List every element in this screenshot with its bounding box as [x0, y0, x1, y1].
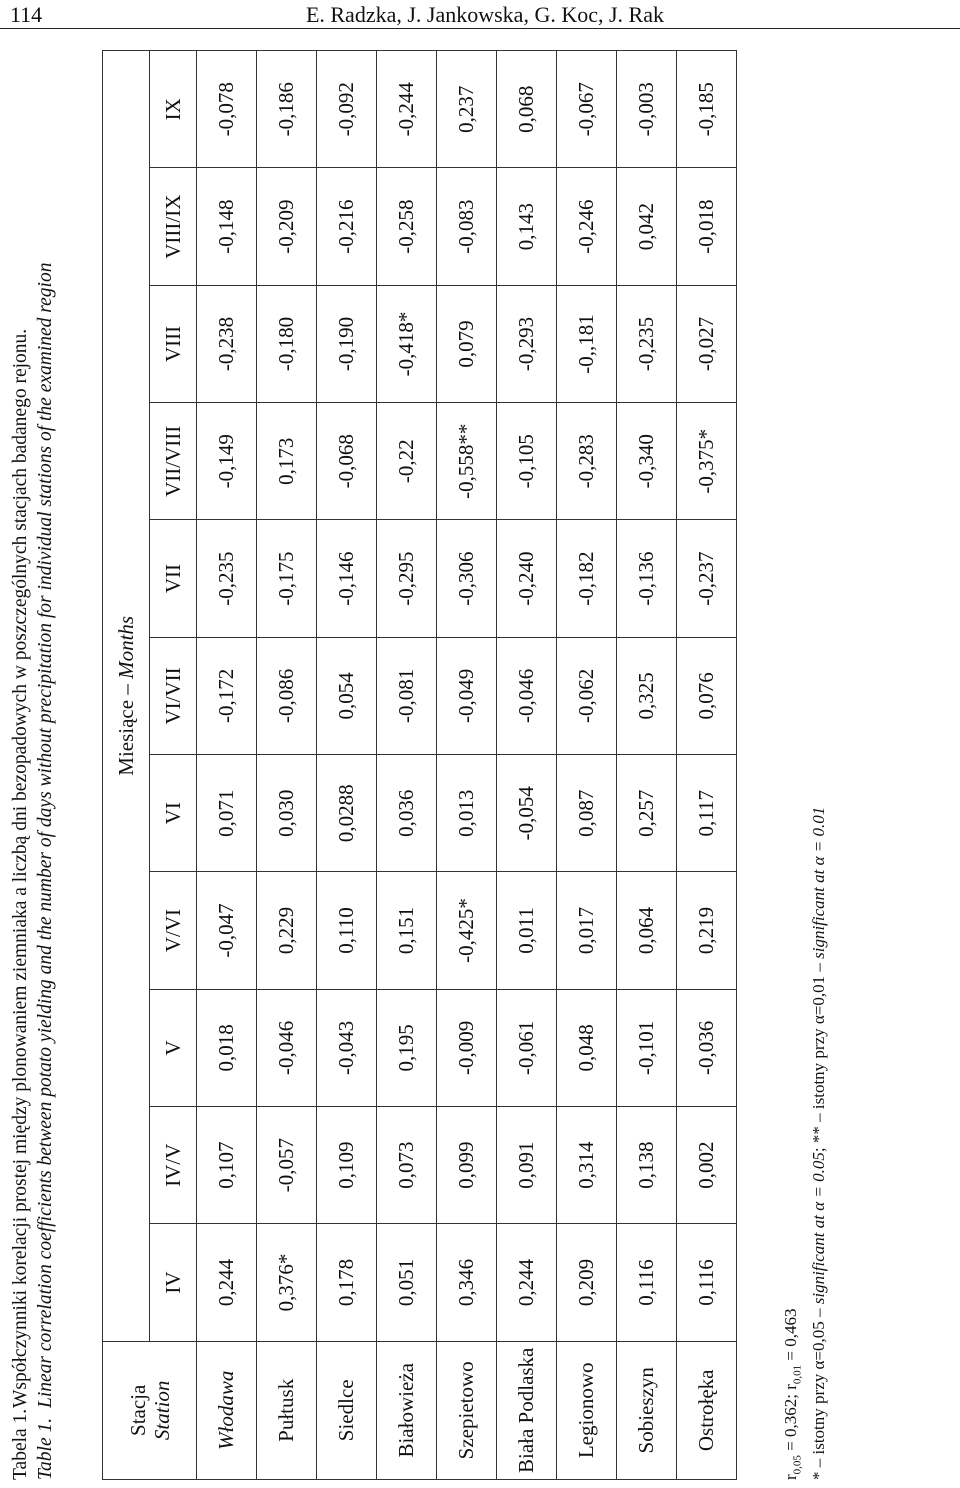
value-cell: -0,425*: [437, 872, 497, 989]
value-cell: 0,116: [677, 1224, 737, 1341]
value-cell: -0,235: [617, 285, 677, 402]
value-cell: -0,043: [317, 989, 377, 1106]
value-cell: -0,105: [497, 403, 557, 520]
months-header-pl: Miesiące –: [113, 678, 138, 776]
value-cell: -0,046: [497, 637, 557, 754]
value-cell: 0,079: [437, 285, 497, 402]
station-name-cell: Pułtusk: [257, 1341, 317, 1479]
value-cell: 0,042: [617, 168, 677, 285]
value-cell: -0,068: [317, 403, 377, 520]
table-row: [677, 51, 737, 1480]
value-cell: -0,027: [677, 285, 737, 402]
page-header: [0, 0, 960, 30]
value-cell: -0,136: [617, 520, 677, 637]
station-name-cell: Szepietowo: [437, 1341, 497, 1479]
value-cell: -0,092: [317, 51, 377, 169]
value-cell: -0,009: [437, 989, 497, 1106]
value-cell: 0,073: [377, 1107, 437, 1224]
caption-polish: [8, 60, 33, 1480]
value-cell: 0,0288: [317, 755, 377, 872]
value-cell: 0,117: [677, 755, 737, 872]
value-cell: -0,558**: [437, 403, 497, 520]
value-cell: 0,244: [197, 1224, 257, 1341]
caption-pl-text: Współczynniki korelacji prostej między plonowaniem ziemniaka a liczbą dni bezopadowych w poszczególnych stacjach badanego rejonu.: [10, 328, 31, 1408]
table-row: [197, 51, 257, 1480]
value-cell: 0,151: [377, 872, 437, 989]
value-cell: -0,078: [197, 51, 257, 169]
value-cell: -0,418*: [377, 285, 437, 402]
header-rule: [0, 28, 960, 29]
value-cell: 0,068: [497, 51, 557, 169]
station-name-cell: Biała Podlaska: [497, 1341, 557, 1479]
month-header-cell: IX: [150, 51, 197, 169]
value-cell: -0,047: [197, 872, 257, 989]
months-header-en: Months: [113, 615, 138, 679]
value-cell: 0,314: [557, 1107, 617, 1224]
value-cell: 0,051: [377, 1224, 437, 1341]
value-cell: -0,237: [677, 520, 737, 637]
caption-english: [33, 60, 58, 1480]
value-cell: 0,087: [557, 755, 617, 872]
station-name-cell: Siedlce: [317, 1341, 377, 1479]
value-cell: -0,018: [677, 168, 737, 285]
months-group-header: [103, 51, 150, 1342]
value-cell: -0,216: [317, 168, 377, 285]
value-cell: -0,186: [257, 51, 317, 169]
month-header-cell: VI/VII: [150, 637, 197, 754]
value-cell: 0,110: [317, 872, 377, 989]
value-cell: -0,062: [557, 637, 617, 754]
value-cell: -0,149: [197, 403, 257, 520]
caption-pl-label: Tabela 1.: [10, 1408, 31, 1480]
value-cell: 0,116: [617, 1224, 677, 1341]
value-cell: 0,229: [257, 872, 317, 989]
month-header-cell: VII: [150, 520, 197, 637]
value-cell: 0,325: [617, 637, 677, 754]
value-cell: 0,143: [497, 168, 557, 285]
value-cell: -0,182: [557, 520, 617, 637]
month-header-cell: VI: [150, 755, 197, 872]
value-cell: 0,091: [497, 1107, 557, 1224]
station-name-cell: Włodawa: [197, 1341, 257, 1479]
table-caption: [8, 60, 58, 1480]
value-cell: 0,138: [617, 1107, 677, 1224]
value-cell: -0,190: [317, 285, 377, 402]
value-cell: -0,235: [197, 520, 257, 637]
month-header-cell: VIII/IX: [150, 168, 197, 285]
station-column-header: [103, 1341, 197, 1479]
value-cell: -0,,181: [557, 285, 617, 402]
page-number: 114: [10, 2, 43, 27]
value-cell: -0,049: [437, 637, 497, 754]
month-header-cell: IV: [150, 1224, 197, 1341]
value-cell: -0,22: [377, 403, 437, 520]
value-cell: -0,083: [437, 168, 497, 285]
table-row: [437, 51, 497, 1480]
value-cell: -0,175: [257, 520, 317, 637]
rotated-table-page: [0, 48, 930, 1488]
station-name-cell: Sobieszyn: [617, 1341, 677, 1479]
value-cell: -0,101: [617, 989, 677, 1106]
value-cell: 0,244: [497, 1224, 557, 1341]
value-cell: -0,086: [257, 637, 317, 754]
value-cell: 0,064: [617, 872, 677, 989]
value-cell: -0,238: [197, 285, 257, 402]
table-body: [197, 51, 737, 1480]
value-cell: -0,306: [437, 520, 497, 637]
value-cell: -0,057: [257, 1107, 317, 1224]
month-header-cell: VII/VIII: [150, 403, 197, 520]
caption-en-label: Table 1.: [35, 1417, 56, 1480]
value-cell: -0,061: [497, 989, 557, 1106]
table-row: [557, 51, 617, 1480]
value-cell: -0,036: [677, 989, 737, 1106]
table-row: [257, 51, 317, 1480]
value-cell: 0,071: [197, 755, 257, 872]
significance-note: * – istotny przy α=0,05 – significant at α = 0.05; ** – istotny przy α=0,01 – significant at α = 0.01: [809, 806, 829, 1480]
value-cell: -0,180: [257, 285, 317, 402]
table-row: [317, 51, 377, 1480]
value-cell: 0,018: [197, 989, 257, 1106]
value-cell: 0,002: [677, 1107, 737, 1224]
value-cell: 0,054: [317, 637, 377, 754]
value-cell: 0,011: [497, 872, 557, 989]
value-cell: 0,209: [557, 1224, 617, 1341]
value-cell: -0,244: [377, 51, 437, 169]
value-cell: -0,081: [377, 637, 437, 754]
table-row: [617, 51, 677, 1480]
value-cell: -0,185: [677, 51, 737, 169]
value-cell: -0,340: [617, 403, 677, 520]
table-notes: [780, 80, 829, 1480]
value-cell: -0,046: [257, 989, 317, 1106]
value-cell: 0,013: [437, 755, 497, 872]
value-cell: -0,246: [557, 168, 617, 285]
value-cell: 0,219: [677, 872, 737, 989]
station-header-pl: Stacja: [125, 1384, 150, 1436]
value-cell: 0,376*: [257, 1224, 317, 1341]
station-header-en: Station: [149, 1380, 174, 1441]
value-cell: -0,003: [617, 51, 677, 169]
table-row: [377, 51, 437, 1480]
value-cell: 0,036: [377, 755, 437, 872]
month-columns-header-row: [150, 51, 197, 1480]
value-cell: 0,257: [617, 755, 677, 872]
value-cell: -0,293: [497, 285, 557, 402]
value-cell: -0,148: [197, 168, 257, 285]
month-header-cell: VIII: [150, 285, 197, 402]
station-name-cell: Legionowo: [557, 1341, 617, 1479]
month-header-cell: IV/V: [150, 1107, 197, 1224]
value-cell: -0,240: [497, 520, 557, 637]
value-cell: 0,109: [317, 1107, 377, 1224]
station-name-cell: Ostrołęka: [677, 1341, 737, 1479]
running-head-authors: E. Radzka, J. Jankowska, G. Koc, J. Rak: [305, 2, 664, 27]
table-row: [497, 51, 557, 1480]
value-cell: 0,017: [557, 872, 617, 989]
value-cell: -0,258: [377, 168, 437, 285]
correlation-table: [102, 50, 737, 1480]
value-cell: -0,283: [557, 403, 617, 520]
value-cell: 0,178: [317, 1224, 377, 1341]
value-cell: 0,048: [557, 989, 617, 1106]
value-cell: 0,346: [437, 1224, 497, 1341]
value-cell: -0,146: [317, 520, 377, 637]
value-cell: 0,030: [257, 755, 317, 872]
station-name-cell: Białowieża: [377, 1341, 437, 1479]
value-cell: -0,295: [377, 520, 437, 637]
month-header-cell: V: [150, 989, 197, 1106]
month-header-cell: V/VI: [150, 872, 197, 989]
critical-values-note: $r_{0,05} = 0,362$; $r_{0,01} = 0,463$: [781, 1308, 804, 1480]
value-cell: 0,237: [437, 51, 497, 169]
value-cell: 0,195: [377, 989, 437, 1106]
value-cell: 0,107: [197, 1107, 257, 1224]
value-cell: -0,209: [257, 168, 317, 285]
value-cell: -0,067: [557, 51, 617, 169]
value-cell: -0,375*: [677, 403, 737, 520]
value-cell: 0,173: [257, 403, 317, 520]
table-header-row-1: [103, 51, 150, 1480]
value-cell: -0,054: [497, 755, 557, 872]
value-cell: -0,172: [197, 637, 257, 754]
caption-en-text: Linear correlation coefficients between potato yielding and the number of days without precipitation for individual stations of the examined region: [35, 262, 56, 1408]
value-cell: 0,076: [677, 637, 737, 754]
value-cell: 0,099: [437, 1107, 497, 1224]
